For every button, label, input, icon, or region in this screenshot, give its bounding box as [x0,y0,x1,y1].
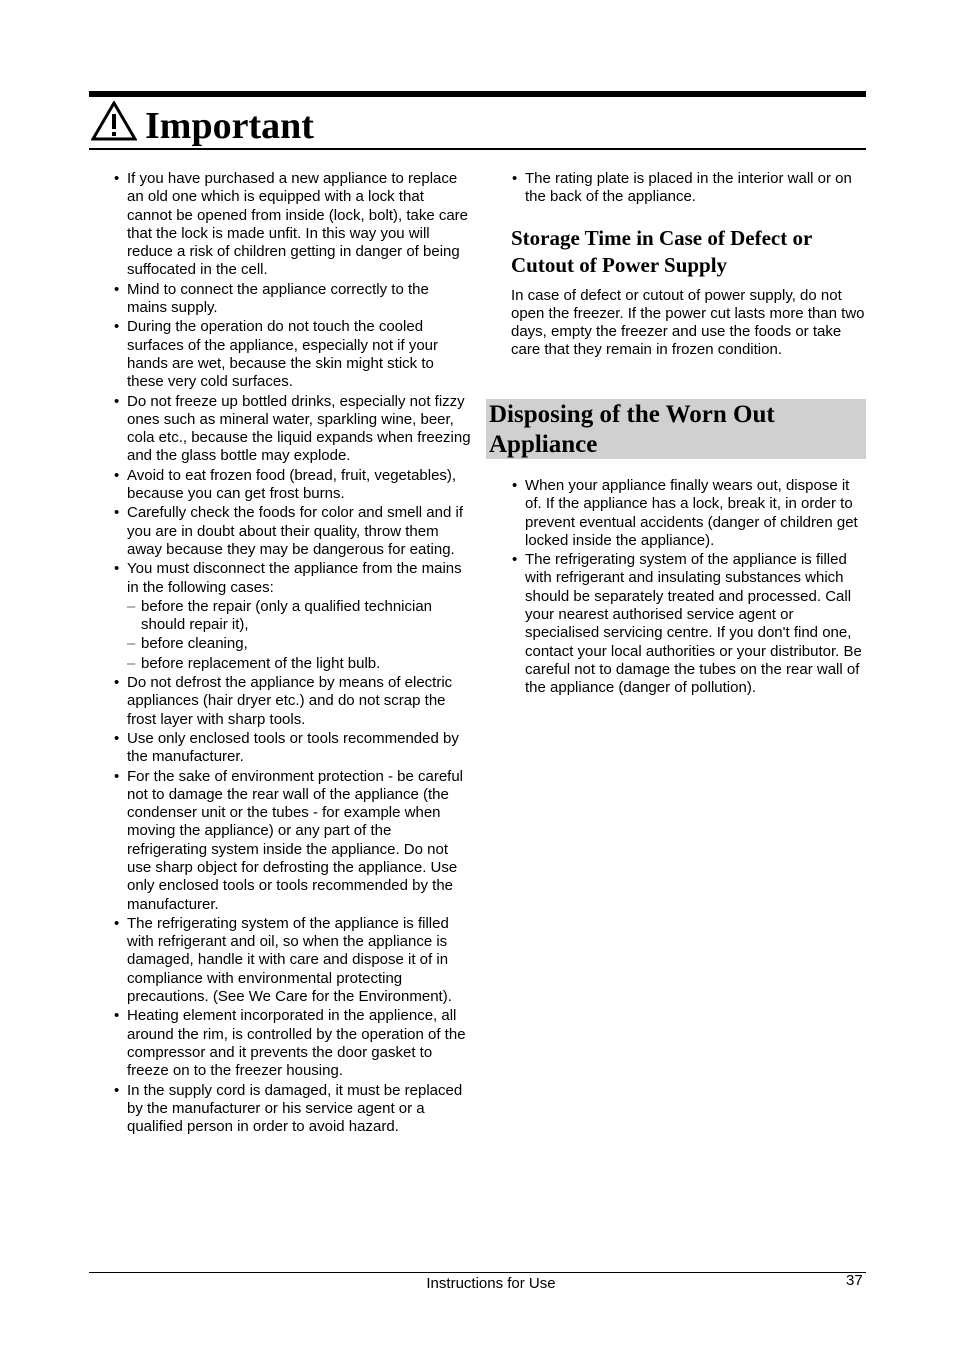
footer-rule [89,1272,866,1273]
list-item-text: The refrigerating system of the appliance is filled with refrigerant and oil, so when the appliance is damaged, handle it with care and dispose it of in compliance with environmental protecting precautions. (See We Care for the Environment). [127,914,452,1006]
sub-list-item: – before cleaning, [127,635,471,653]
list-item [111,560,471,673]
page-title: Important [145,105,314,147]
warning-icon [91,101,137,141]
sub-list [127,598,471,673]
list-item [111,768,471,914]
list-item [111,915,471,1006]
list-item [111,1082,471,1137]
list-item-text: Heating element incorporated in the applience, all around the rim, is controlled by the operation of the compressor and it prevents the door gasket to freeze on to the freezer housing. [127,1007,466,1080]
list-item-text: Carefully check the foods for color and smell and if you are in doubt about their quality, throw them away because they may be dangerous for eating. [127,504,463,558]
storage-heading: Storage Time in Case of Defect or Cutout of Power Supply [511,225,812,277]
list-item-text: During the operation do not touch the cooled surfaces of the appliance, especially not if your hands are wet, because the skin might stick to these very cold surfaces. [127,318,439,391]
disposing-section-header [486,399,866,459]
list-item [111,504,471,559]
disposing-list-container [509,477,866,699]
top-rule [89,91,866,97]
list-item-text: Avoid to eat frozen food (bread, fruit, vegetables), because you can get frost burns. [127,466,457,503]
list-item-text: Mind to connect the appliance correctly to the mains supply. [127,280,429,317]
list-item-text: Do not freeze up bottled drinks, especially not fizzy ones such as mineral water, sparkling wine, beer, cola etc., because the liquid expands when freezing and the glass bottle may explode. [127,392,471,465]
list-item [111,674,471,729]
list-item-text: For the sake of environment protection - be careful not to damage the rear wall of the appliance (the condenser unit or the tubes - for example when moving the appliance) or any part of the refrigerating system inside the appliance. Do not use sharp object for defrosting the appliance. Use only enclosed tools or tools recommended by the manufacturer. [127,767,464,913]
safety-list [111,170,471,1136]
sub-list-item: – before the repair (only a qualified technician should repair it), [127,598,471,635]
list-item [111,467,471,504]
left-column [111,170,471,1137]
footer-text: Instructions for Use [426,1275,556,1292]
list-item: • The refrigerating system of the appliance is filled with refrigerant and insulating substances which should be separately treated and processed. Call your nearest authorised service agent or specialised servicing centre. If you don't find one, contact your local authorities or your distributor. Be careful not to damage the tubes on the rear wall of the appliance (danger of pollution). [509,551,866,697]
list-item: • When your appliance finally wears out, dispose it of. If the appliance has a lock, break it, in order to prevent eventual accidents (danger of children get locked inside the appliance). [509,477,866,550]
disposing-heading: Disposing of the Worn Out Appliance [489,401,775,458]
list-item-text: You must disconnect the appliance from the mains in the following cases: [127,560,462,596]
list-item-text: If you have purchased a new appliance to replace an old one which is equipped with a lock that cannot be opened from inside (lock, bolt), take care that the lock is made unfit. In this way you will reduce a risk of children getting in danger of being suffocated in the cell. [127,170,469,279]
right-column [509,170,866,360]
list-item [111,281,471,318]
sub-list-item: – before replacement of the light bulb. [127,655,471,673]
page-header [89,99,866,145]
list-item-text: In the supply cord is damaged, it must be replaced by the manufacturer or his service agent or a qualified person in order to avoid hazard. [127,1081,463,1136]
title-rule [89,148,866,150]
list-item [111,730,471,767]
list-item [111,1007,471,1080]
list-item: • The rating plate is placed in the interior wall or on the back of the appliance. [509,170,866,207]
list-item-text: Use only enclosed tools or tools recommended by the manufacturer. [127,729,459,766]
list-item [111,170,471,280]
page-number: 37 [846,1272,863,1289]
list-item-text: Do not defrost the appliance by means of electric appliances (hair dryer etc.) and do not scrap the frost layer with sharp tools. [127,674,453,728]
storage-paragraph: In case of defect or cutout of power supply, do not open the freezer. If the power cut lasts more than two days, empty the freezer and use the foods or take care that they remain in frozen condition. [511,286,865,359]
list-item [111,318,471,391]
list-item [111,393,471,466]
